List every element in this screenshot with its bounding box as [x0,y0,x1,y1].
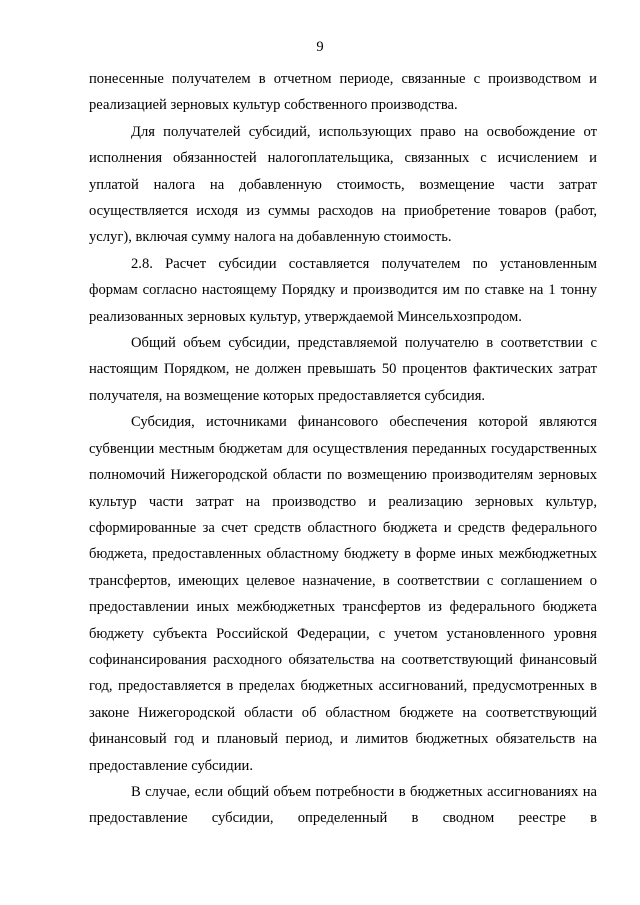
paragraph-subsidy-limit: Общий объем субсидии, представляемой получателю в соответствии с настоящим Порядком, не должен превышать 50 процентов фактических затрат получателя, на возмещение которых предоставляется субсидия. [89,335,597,404]
paragraph-continuation: понесенные получателем в отчетном периоде, связанные с производством и реализацией зерновых культур собственного производства. [89,71,597,114]
paragraph-budget-need: В случае, если общий объем потребности в бюджетных ассигнованиях на предоставление субсидии, определенный в сводном реестре в [89,783,597,827]
paragraph-2-8-calculation: 2.8. Расчет субсидии составляется получателем по установленным формам согласно настоящему Порядку и производится им по ставке на 1 тонну реализованных зерновых культур, утверждаемой Минсельхозпродом. [89,255,597,325]
paragraph-subsidy-sources: Субсидия, источниками финансового обеспечения которой являются субвенции местным бюджетам для осуществления переданных государственных полномочий Нижегородской области по возмещению производителям зерновых культур части затрат на производство и реализацию зерновых культур, сформированные за счет средств областного бюджета и средств федерального бюджета, предоставленных областному бюджету в форме иных межбюджетных трансфертов, имеющих целевое назначение, в соответствии с соглашением о предоставлении иных межбюджетных трансфертов из федерального бюджета бюджету субъекта Российской Федерации, с учетом установленного уровня софинансирования расходного обязательства на соответствующий финансовый год, предоставляется в пределах бюджетных ассигнований, предусмотренных в законе Нижегородской области об областном бюджете на соответствующий финансовый год и плановый период, и лимитов бюджетных обязательств на предоставление субсидии. [89,414,597,774]
document-body [89,66,597,832]
page-number: 9 [316,39,324,55]
paragraph-vat-exemption: Для получателей субсидий, использующих право на освобождение от исполнения обязанностей налогоплательщика, связанных с исчислением и уплатой налога на добавленную стоимость, возмещение части затрат осуществляется исходя из суммы расходов на приобретение товаров (работ, услуг), включая сумму налога на добавленную стоимость. [89,123,597,246]
